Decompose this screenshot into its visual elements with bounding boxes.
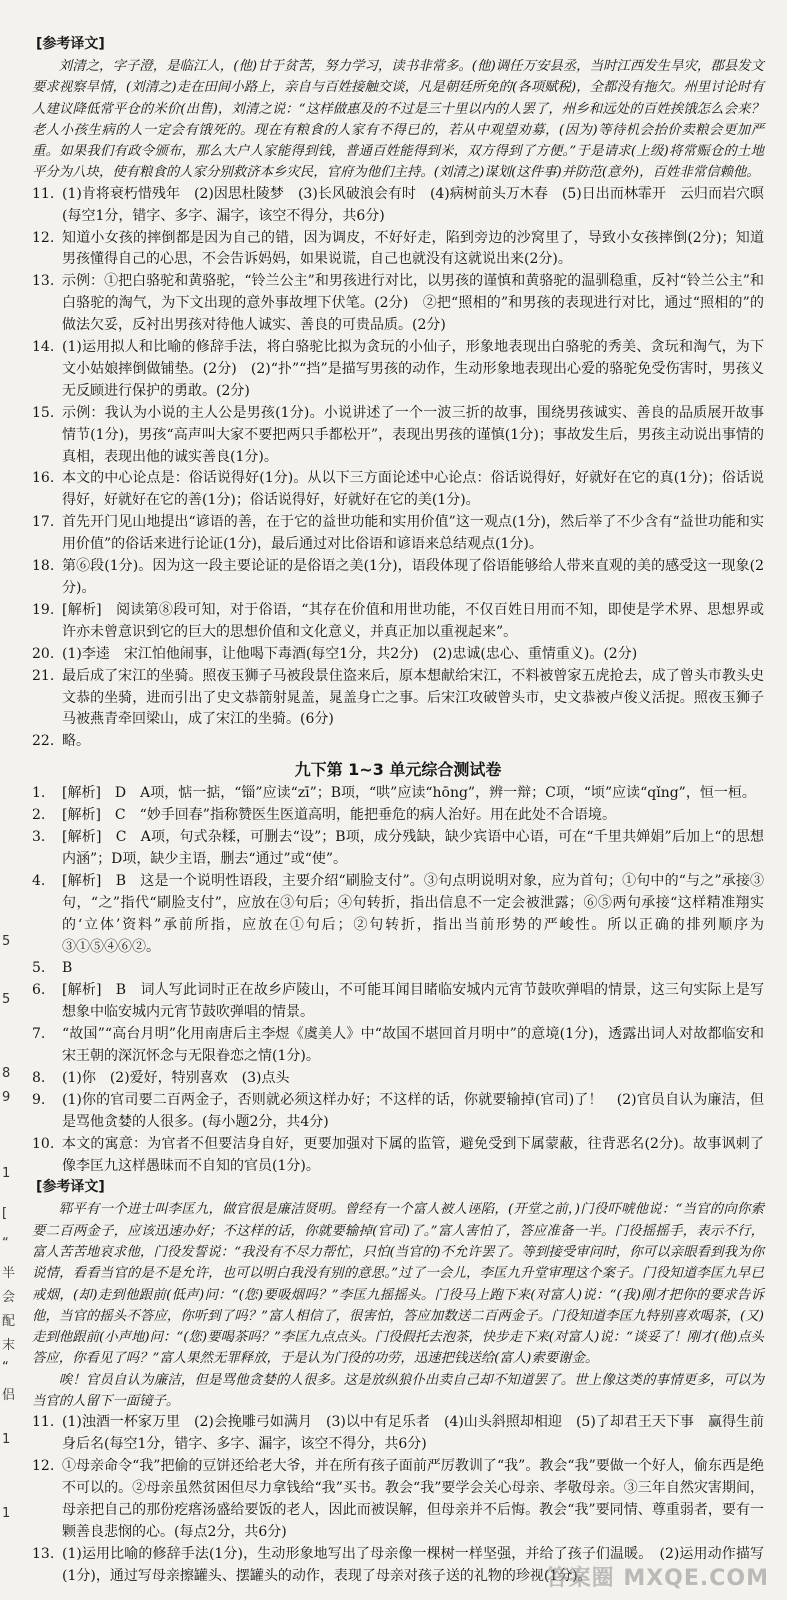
answer-item — [32, 184, 764, 228]
answer-item — [32, 805, 764, 827]
section-title: 九下第 1~3 单元综合测试卷 — [294, 760, 502, 780]
answer-item — [32, 1090, 764, 1134]
margin-mark: 8 — [2, 1066, 11, 1081]
answer-number: 15. — [32, 404, 55, 421]
answer-number: 7. — [32, 1026, 46, 1043]
margin-mark: 9 — [2, 1090, 11, 1105]
margin-mark: 半 — [2, 1266, 16, 1281]
answer-text: [解析] B 词人写此词时正在故乡庐陵山，不可能耳闻目睹临安城内元宵节鼓吹弹唱的情景，这三句实际上是写想象中临安城内元宵节鼓吹弹唱的情景。 — [62, 982, 764, 1021]
margin-mark: “ — [2, 1360, 9, 1375]
answer-text: 本文的中心论点是：俗话说得好(1分)。从以下三方面论述中心论点：俗话说得好，好就好在它的真(1分)；俗话说得好，好就好在它的善(1分)；俗话说得好，好就好在它的美(1分)。 — [62, 470, 764, 509]
answer-list-a — [32, 184, 764, 754]
margin-mark: 侣 — [2, 1388, 16, 1403]
answer-text: (1)运用比喻的修辞手法(1分)，生动形象地写出了母亲像一棵树一样坚强，并给了孩子们温暖。 (2)运用动作描写(1分)，通过写母亲擦罐头、摆罐头的动作，表现了母亲对孩子送的礼物的珍视(1分)。 — [62, 1545, 764, 1584]
translation-paragraph: 刘清之，字子澄，是临江人，(他)甘于贫苦，努力学习，读书非常多。(他)调任万安县丞，当时江西发生旱灾，郡县发文要求视察旱情，(刘清之)走在田间小路上，亲自与百姓接触交谈，凡是朝廷所免的(各项赋税)，全都没有拖欠。州里讨论时有人建议降低常平仓的米价(出售)，刘清之说：“这样做惠及的不过是三十里以内的人罢了，州乡和远处的百姓挨饿怎么会来？老人小孩生病的人一定会有饿死的。现在有粮食的人家有不得已的，若从中观望劝募，(因为)等待机会抬价卖粮会更加严重。如果我们有政令颁布，那么大户人家能得到钱，普通百姓能得到米，双方得到了方便。”于是请求(上级)将常赈仓的土地平分为八块，使有粮食的人家分别救济本乡灾民，官府为他们主持。(刘清之)谋划(这件事)并防范(意外)，百姓非常信赖他。 — [32, 58, 764, 181]
margin-mark: 1 — [2, 1166, 11, 1181]
margin-mark: [ — [2, 1206, 8, 1221]
answer-item — [32, 1412, 764, 1456]
answer-item — [32, 337, 764, 403]
answer-text: 首先开门见山地提出“谚语的善，在于它的益世功能和实用价值”这一观点(1分)，然后举了不少含有“益世功能和实用价值”的俗话来进行论证(1分)，最后通过对比俗语和谚语来总结观点(1分)。 — [62, 514, 764, 553]
answer-item — [32, 271, 764, 337]
answer-text: [解析] 阅读第⑧段可知，对于俗语，“其存在价值和用世功能，不仅百姓日用而不知，即使是学术界、思想界或许亦未曾意识到它的巨大的思想价值和文化意义，并真正加以重视起来”。 — [62, 601, 764, 640]
translation-paragraph: 唉！官员自认为廉洁，但是骂他贪婪的人很多。这是放纵狼仆出卖自己却不知道罢了。世上像这类的事情更多，可以为当官的人留下一面镜子。 — [32, 1372, 764, 1410]
answer-number: 20. — [32, 645, 55, 662]
reference-label: [参考译文] — [36, 36, 105, 52]
answer-text: 示例：我认为小说的主人公是男孩(1分)。小说讲述了一个一波三折的故事，围绕男孩诚实、善良的品质展开故事情节(1分)，男孩“高声叫大家不要把两只手都松开”，表现出男孩的谨慎(1分)；事故发生后，男孩主动说出事情的真相，表现出他的诚实善良(1分)。 — [62, 404, 764, 465]
answer-text: 第⑥段(1分)。因为这一段主要论证的是俗语之美(1分)，语段体现了俗语能够给人带来直观的美的感受这一现象(2分)。 — [62, 558, 764, 596]
answer-number: 22. — [32, 733, 55, 750]
answer-text: 最后成了宋江的坐骑。照夜玉狮子马被段景住盗来后，原本想献给宋江，不料被曾家五虎抢去，成了曾头市教头史文恭的坐骑，进而引出了史文恭箭射晁盖，晁盖身亡之事。后宋江攻破曾头市，史文恭被卢俊义活捉。照夜玉狮子马被燕青牵回梁山，成了宋江的坐骑。(6分) — [62, 667, 764, 728]
answer-number: 2. — [32, 807, 46, 824]
answer-number: 11. — [32, 1414, 55, 1431]
answer-item — [32, 1134, 764, 1178]
translation-paragraph: 郓平有一个进士叫李匡九，做官很是廉洁贤明。曾经有一个富人被人诬陷，(开堂之前，)门役吓唬他说：“当官的向你索要二百两金子，应该迅速办好；不这样的话，你就要输掉(官司)了。”富人害怕了，答应准备一半。门役摇摇手，表示不行，富人苦苦地哀求他，门役发誓说：“我没有不尽力帮忙，只怕(当官的)不允许罢了。等到接受审问时，你可以亲眼看到我为你说情，看看当官的是不是允许，也可以明白我没有别的意思。”过了一会儿，李匡九升堂审理这个案子。门役知道李匡九早已戒烟，(却)走到他跟前(低声)问：“(您)要吸烟吗？”李匡九摇摇头。门役马上跑下来(对富人)说：“(我)刚才把你的要求告诉他，当官的摇头不答应，你听到了吗？”富人相信了，很害怕，答应加数送二百两金子。门役知道李匡九特别喜欢喝茶，(又)走到他跟前(小声地)问：“(您)要喝茶吗？”李匡九点点头。门役假托去泡茶，快步走下来(对富人)说：“谈妥了！刚才(他)点头答应，你看见了吗？”富人果然无罪释放，于是认为门役的功劳，迅速把钱送给(富人)索要谢金。 — [32, 1202, 764, 1367]
answer-number: 12. — [32, 229, 55, 246]
answer-text: (1)浊酒一杯家万里 (2)会挽雕弓如满月 (3)以中有足乐者 (4)山头斜照却相迎 (5)了却君王天下事 赢得生前身后名(每空1分，错字、多字、漏字，该空不得分，共6分) — [62, 1414, 764, 1453]
reference-label: [参考译文] — [36, 1179, 105, 1196]
answer-text: B — [62, 960, 73, 977]
answer-item — [32, 600, 764, 644]
margin-mark: “ — [2, 1236, 9, 1251]
answer-item — [32, 228, 764, 272]
answer-number: 1. — [32, 785, 46, 802]
answer-number: 10. — [32, 1135, 55, 1152]
answer-item — [32, 827, 764, 871]
answer-item — [32, 1068, 764, 1090]
answer-number: 13. — [32, 1545, 55, 1562]
answer-text: (1)李逵 宋江怕他闹事，让他喝下毒酒(每空1分，共2分) (2)忠诚(忠心、重情重义)。(2分) — [62, 645, 638, 662]
answer-item — [32, 1024, 764, 1068]
answer-number: 4. — [32, 872, 46, 889]
answer-text: 略。 — [62, 733, 90, 750]
answer-text: (1)你 (2)爱好，特别喜欢 (3)点头 — [62, 1069, 290, 1086]
answer-number: 17. — [32, 514, 55, 531]
watermark: 答案圈 MXQE.COM — [545, 1566, 769, 1591]
margin-mark: 会 — [2, 1290, 16, 1305]
answer-item — [32, 644, 764, 666]
answer-item — [32, 783, 764, 805]
answer-text: 知道小女孩的摔倒都是因为自己的错，因为调皮，不好好走，陷到旁边的沙窝里了，导致小女孩摔倒(2分)；知道男孩懂得自己的心思，不会告诉妈妈，如果说谎，自己也就没有这就说出来(2分)。 — [62, 229, 764, 268]
answer-content — [32, 34, 764, 1588]
answer-number: 6. — [32, 982, 46, 999]
answer-text: 示例：①把白骆驼和黄骆驼，“铃兰公主”和男孩进行对比，以男孩的谨慎和黄骆驼的温驯稳重，反衬“铃兰公主”和白骆驼的淘气，为下文出现的意外事故埋下伏笔。(2分) ②把“照相的”和男孩的表现进行对比，通过“照相的”的做法欠妥，反衬出男孩对待他人诚实、善良的可贵品质。(2分) — [62, 273, 764, 334]
answer-number: 13. — [32, 273, 55, 290]
answer-number: 11. — [32, 185, 55, 202]
margin-mark: 1 — [2, 1506, 11, 1521]
answer-number: 9. — [32, 1091, 46, 1108]
margin-mark: 配 — [2, 1314, 16, 1329]
answer-item — [32, 731, 764, 753]
answer-number: 3. — [32, 828, 46, 845]
answer-item — [32, 958, 764, 980]
margin-mark: 1 — [2, 1432, 11, 1447]
answer-text: 本文的寓意：为官者不但要洁身自好，更要加强对下属的监管，避免受到下属蒙蔽，往背恶名(2分)。故事讽刺了像李匡九这样愚昧而不自知的官员(1分)。 — [62, 1135, 764, 1174]
answer-item — [32, 512, 764, 556]
answer-number: 18. — [32, 558, 55, 575]
answer-number: 5. — [32, 960, 46, 977]
answer-number: 8. — [32, 1069, 46, 1086]
margin-mark: 5 — [2, 934, 11, 949]
answer-text: (1)肯将衰朽惜残年 (2)因思杜陵梦 (3)长风破浪会有时 (4)病树前头万木春 (5)日出而林霏开 云归而岩穴暝(每空1分，错字、多字、漏字，该空不得分，共6分) — [62, 185, 764, 224]
answer-number: 12. — [32, 1458, 55, 1475]
answer-number: 16. — [32, 470, 55, 487]
answer-item — [32, 468, 764, 512]
reference-translation-1 — [32, 34, 764, 184]
answer-text: “故国”“高台月明”化用南唐后主李煜《虞美人》中“故国不堪回首月明中”的意境(1分)，透露出词人对故都临安和宋王朝的深沉怀念与无限眷恋之情(1分)。 — [62, 1026, 764, 1065]
answer-item — [32, 1456, 764, 1544]
answer-number: 21. — [32, 667, 55, 684]
answer-text: [解析] D A项，惦一掂，“锱”应读“zī”；B项，“哄”应读“hōng”，辨一辩；C项，“顷”应读“qǐng”，恒一桓。 — [62, 785, 756, 802]
answer-item — [32, 980, 764, 1024]
reference-translation-2 — [32, 1177, 764, 1412]
answer-number: 19. — [32, 601, 55, 618]
answer-item — [32, 666, 764, 732]
answer-text: [解析] C A项，句式杂糅，可删去“设”；B项，成分残缺，缺少宾语中心语，可在“千里共婵娟”后加上“的思想内涵”；D项，缺少主语，删去“通过”或“使”。 — [62, 828, 764, 867]
answer-text: [解析] B 这是一个说明性语段，主要介绍“刷脸支付”。③句点明说明对象，应为首句；①句中的“与之”承接③句，“之”指代“刷脸支付”，应放在③句后；④句转折，指出信息不一定会被泄露；⑥⑤两句承接“这样精准翔实的‘立体’资料”承前所指，应放在①句后；②句转折，指出当前形势的严峻性。所以正确的排列顺序为③①⑤④⑥②。 — [62, 872, 764, 955]
answer-text: [解析] C “妙手回春”指称赞医生医道高明，能把垂危的病人治好。用在此处不合语境。 — [62, 807, 616, 824]
answer-text: (1)运用拟人和比喻的修辞手法，将白骆驼比拟为贪玩的小仙子，形象地表现出白骆驼的秀美、贪玩和淘气，为下文小姑娘摔倒做铺垫。(2分) (2)“扑”“挡”是描写男孩的动作，生动形象地表现出心爱的骆驼免受伤害时，男孩义无反顾进行保护的勇敢。(2分) — [62, 339, 764, 399]
answer-item — [32, 871, 764, 959]
answer-text: (1)你的官司要二百两金子，否则就必须这样办好；不这样的话，你就要输掉(官司)了！ (2)官员自认为廉洁，但是骂他贪婪的人很多。(每小题2分，共4分) — [62, 1091, 764, 1130]
answer-item — [32, 403, 764, 469]
margin-mark: 末 — [2, 1338, 16, 1353]
answer-item — [32, 556, 764, 600]
answer-text: ①母亲命令“我”把偷的豆饼还给老大爷，并在所有孩子面前严厉教训了“我”。教会“我”要做一个好人，偷东西是绝不可以的。②母亲虽然贫困但尽力拿钱给“我”买书。教会“我”要学会关心母亲、孝敬母亲。③三年自然灾害期间，母亲把自己的那份疙瘩汤盛给要饭的老人，因此而被误解，但母亲并不后悔。教会“我”要同情、尊重弱者，要有一颗善良悲悯的心。(每点2分，共6分) — [62, 1458, 764, 1540]
answer-number: 14. — [32, 339, 55, 356]
answer-list-b — [32, 783, 764, 1177]
margin-mark: 5 — [2, 992, 11, 1007]
